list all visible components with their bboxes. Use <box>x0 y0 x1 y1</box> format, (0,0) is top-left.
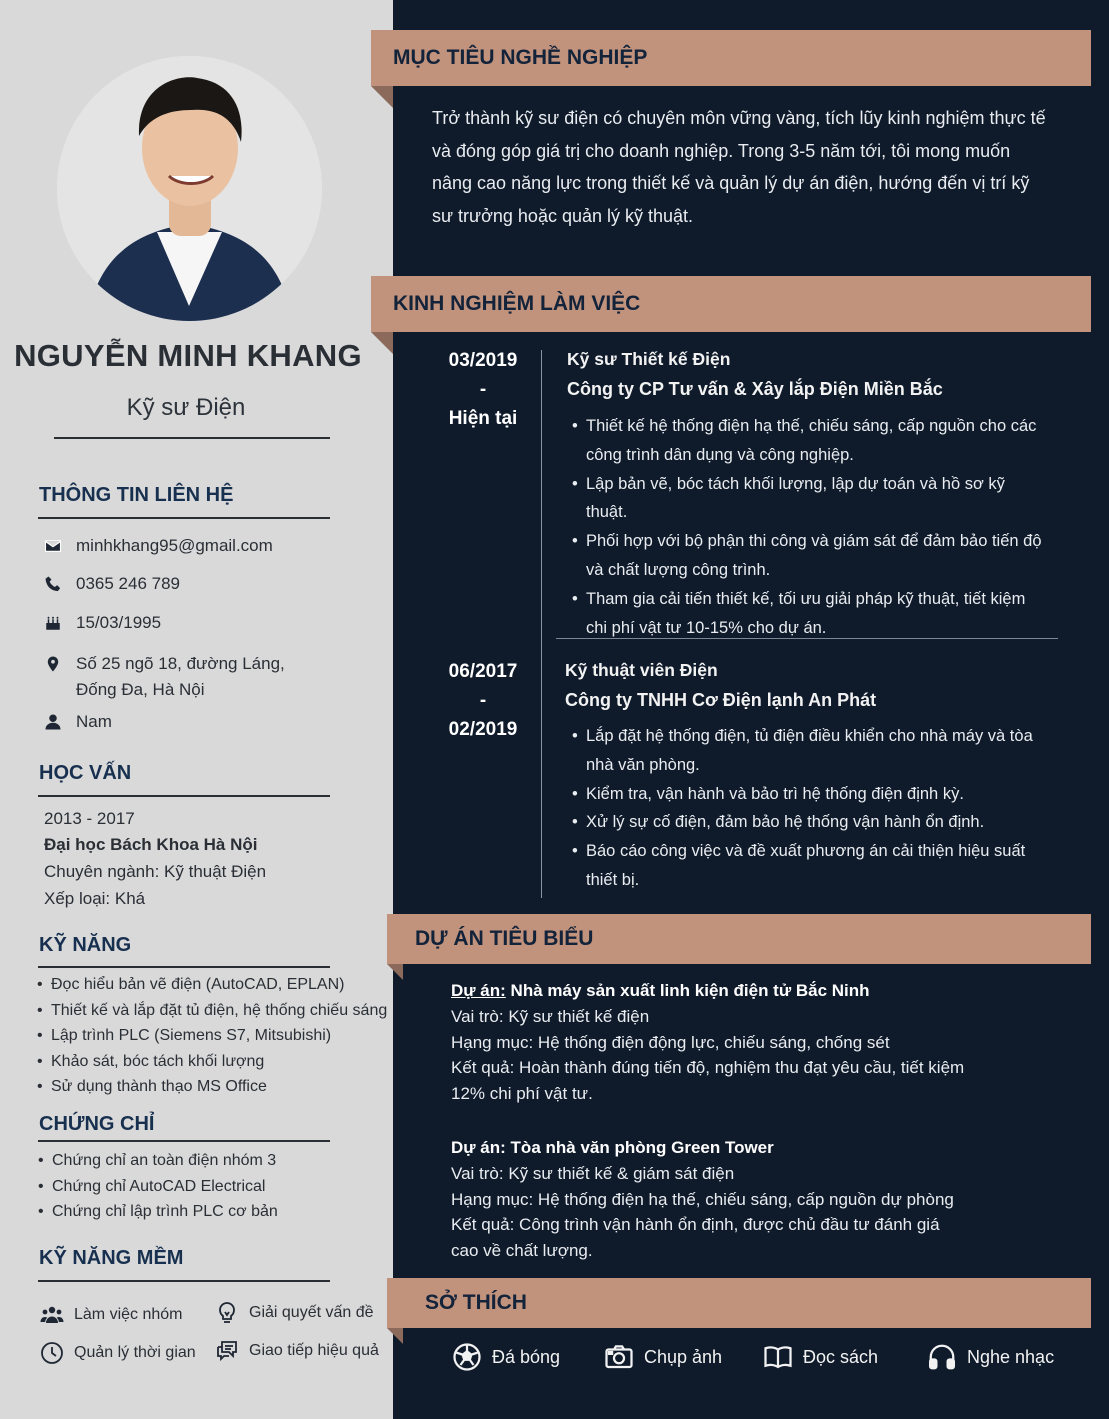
objective-heading: MỤC TIÊU NGHỀ NGHIỆP <box>393 46 648 69</box>
objective-text: Trở thành kỹ sư điện có chuyên môn vững vàng, tích lũy kinh nghiệm thực tế và đóng góp giá trị cho doanh nghiệp. Trong 3-5 năm tới, tôi mong muốn nâng cao năng lực trong thiết kế và quản lý dự án điện, hướng đến vị trí kỹ sư trưởng hoặc quản lý kỹ thuật. <box>432 108 1046 226</box>
contact-heading: THÔNG TIN LIÊN HỆ <box>39 484 234 506</box>
experience-heading: KINH NGHIỆM LÀM VIỆC <box>393 292 641 315</box>
job-end: 02/2019 <box>448 719 518 740</box>
soft-skills-heading: KỸ NĂNG MỀM <box>39 1247 184 1269</box>
envelope-icon <box>44 537 62 555</box>
soccer-ball-icon <box>452 1342 482 1372</box>
project-name: Tòa nhà văn phòng Green Tower <box>510 1138 774 1157</box>
job-company: Công ty TNHH Cơ Điện lạnh An Phát <box>565 690 877 710</box>
education-school: Đại học Bách Khoa Hà Nội <box>44 835 258 854</box>
address-line-2: Đống Đa, Hà Nội <box>76 680 205 699</box>
objective-banner <box>371 30 1091 86</box>
duty-item: • Lắp đặt hệ thống điện, tủ điện điều khiển cho nhà máy và tòa nhà văn phòng. <box>572 722 1050 780</box>
project-title <box>451 978 1011 1004</box>
contact-gender <box>44 712 112 732</box>
job-role: Kỹ thuật viên Điện <box>565 660 718 680</box>
project-name: Nhà máy sản xuất linh kiện điện tử Bắc Ninh <box>510 981 870 1000</box>
chat-icon <box>215 1339 239 1363</box>
clock-icon <box>40 1341 64 1365</box>
contact-birthday <box>44 613 161 633</box>
soft-skill-label: Làm việc nhóm <box>74 1306 183 1323</box>
project-item <box>451 1135 1011 1264</box>
education-divider <box>38 795 330 797</box>
book-icon <box>763 1342 793 1372</box>
job-dates <box>423 346 543 433</box>
banner-fold <box>371 86 393 108</box>
education-years: 2013 - 2017 <box>44 809 135 828</box>
experience-banner <box>371 276 1091 332</box>
hobbies-banner <box>387 1278 1091 1328</box>
duty-item: • Thiết kế hệ thống điện hạ thế, chiếu sáng, cấp nguồn cho các công trình dân dụng và công nghiệp. <box>572 412 1050 470</box>
certificates-heading: CHỨNG CHỈ <box>39 1113 155 1135</box>
project-title <box>451 1135 1011 1161</box>
soft-skill-communication <box>215 1339 379 1363</box>
team-icon <box>40 1303 64 1327</box>
project-item <box>451 978 1011 1107</box>
projects-heading: DỰ ÁN TIÊU BIỂU <box>415 927 594 950</box>
profile-photo <box>57 56 322 321</box>
skill-item: • Thiết kế và lắp đặt tủ điện, hệ thống chiếu sáng <box>37 998 387 1024</box>
hobby-label: Đá bóng <box>492 1346 561 1367</box>
skills-list <box>37 972 387 1100</box>
projects-banner <box>387 914 1091 964</box>
contact-divider <box>38 517 330 519</box>
hobbies-heading: SỞ THÍCH <box>425 1291 527 1314</box>
soft-skill-problem-solving <box>215 1301 374 1325</box>
job-company: Công ty CP Tư vấn & Xây lắp Điện Miền Bắc <box>567 379 943 399</box>
skill-item: • Khảo sát, bóc tách khối lượng <box>37 1049 387 1075</box>
job-start: 03/2019 <box>448 350 518 371</box>
duty-item: • Lập bản vẽ, bóc tách khối lượng, lập dự toán và hồ sơ kỹ thuật. <box>572 470 1050 528</box>
person-icon <box>44 713 62 731</box>
contact-address-text <box>76 651 285 703</box>
contact-phone-text[interactable]: 0365 246 789 <box>76 574 180 593</box>
job-dash: - <box>479 379 487 400</box>
contact-phone <box>44 574 180 594</box>
job-separator <box>556 638 1058 639</box>
soft-skill-time-management <box>40 1341 196 1365</box>
education-heading: HỌC VẤN <box>39 762 132 784</box>
certificates-divider <box>38 1140 330 1142</box>
skills-heading: KỸ NĂNG <box>39 934 132 956</box>
contact-address <box>44 651 285 703</box>
skills-divider <box>38 966 330 968</box>
lightbulb-icon <box>215 1301 239 1325</box>
birthday-cake-icon <box>44 614 62 632</box>
candidate-name: NGUYỄN MINH KHANG <box>14 338 362 373</box>
project-role: Vai trò: Kỹ sư thiết kế & giám sát điện <box>451 1163 735 1183</box>
duty-item: • Báo cáo công việc và đề xuất phương án cải thiện hiệu suất thiết bị. <box>572 837 1050 895</box>
hobby-label: Đọc sách <box>803 1346 879 1367</box>
certificate-item: • Chứng chỉ AutoCAD Electrical <box>38 1174 278 1200</box>
hobby-soccer <box>452 1342 560 1372</box>
soft-skills-divider <box>38 1280 330 1282</box>
phone-icon <box>44 575 62 593</box>
hobby-music <box>927 1342 1054 1372</box>
contact-birthday-text: 15/03/1995 <box>76 613 162 632</box>
job-start: 06/2017 <box>448 661 518 682</box>
job-dates <box>423 657 543 744</box>
job-dash: - <box>479 690 487 711</box>
duty-item: • Kiểm tra, vận hành và bảo trì hệ thống điện định kỳ. <box>572 780 1050 809</box>
job-duties <box>572 412 1050 642</box>
job-role: Kỹ sư Thiết kế Điện <box>567 349 731 369</box>
candidate-title: Kỹ sư Điện <box>126 394 246 421</box>
location-pin-icon <box>44 655 62 673</box>
project-result: Kết quả: Công trình vận hành ổn định, được chủ đầu tư đánh giá cao về chất lượng. <box>451 1215 940 1261</box>
soft-skill-label: Giao tiếp hiệu quả <box>249 1342 379 1359</box>
project-role: Vai trò: Kỹ sư thiết kế điện <box>451 1006 650 1026</box>
skill-item: • Đọc hiểu bản vẽ điện (AutoCAD, EPLAN) <box>37 972 387 998</box>
soft-skill-label: Giải quyết vấn đề <box>249 1304 374 1321</box>
job-end: Hiện tại <box>448 408 518 429</box>
certificate-item: • Chứng chỉ lập trình PLC cơ bản <box>38 1199 278 1225</box>
banner-fold <box>371 332 393 354</box>
banner-fold <box>387 1328 403 1344</box>
banner-fold <box>387 964 403 980</box>
project-label: Dự án: <box>451 1138 506 1157</box>
contact-email-text[interactable]: minhkhang95@gmail.com <box>76 536 273 555</box>
skill-item: • Lập trình PLC (Siemens S7, Mitsubishi) <box>37 1023 387 1049</box>
contact-email <box>44 536 273 556</box>
hobby-reading <box>763 1342 878 1372</box>
project-scope: Hạng mục: Hệ thống điện hạ thế, chiếu sáng, cấp nguồn dự phòng <box>451 1189 954 1209</box>
headphones-icon <box>927 1342 957 1372</box>
education-grade: Xếp loại: Khá <box>44 889 146 908</box>
job-duties <box>572 722 1050 895</box>
certificates-list <box>38 1148 278 1225</box>
camera-icon <box>604 1342 634 1372</box>
skill-item: • Sử dụng thành thạo MS Office <box>37 1074 387 1100</box>
address-line-1: Số 25 ngõ 18, đường Láng, <box>76 654 285 673</box>
project-result: Kết quả: Hoàn thành đúng tiến độ, nghiệm thu đạt yêu cầu, tiết kiệm 12% chi phí vật tư. <box>451 1058 965 1104</box>
education-major: Chuyên ngành: Kỹ thuật Điện <box>44 862 267 881</box>
contact-gender-text: Nam <box>76 712 112 731</box>
duty-item: • Xử lý sự cố điện, đảm bảo hệ thống vận hành ổn định. <box>572 808 1050 837</box>
certificate-item: • Chứng chỉ an toàn điện nhóm 3 <box>38 1148 278 1174</box>
name-divider <box>54 437 330 439</box>
hobby-photography <box>604 1342 722 1372</box>
hobby-label: Chụp ảnh <box>644 1346 723 1367</box>
project-scope: Hạng mục: Hệ thống điện động lực, chiếu sáng, chống sét <box>451 1032 890 1052</box>
duty-item: • Phối hợp với bộ phận thi công và giám sát để đảm bảo tiến độ và chất lượng công trình. <box>572 527 1050 585</box>
duty-item: • Tham gia cải tiến thiết kế, tối ưu giải pháp kỹ thuật, tiết kiệm chi phí vật tư 10-15% cho dự án. <box>572 585 1050 643</box>
soft-skill-label: Quản lý thời gian <box>74 1344 196 1361</box>
soft-skill-teamwork <box>40 1303 183 1327</box>
project-label: Dự án: <box>451 981 506 1000</box>
hobby-label: Nghe nhạc <box>967 1346 1055 1367</box>
